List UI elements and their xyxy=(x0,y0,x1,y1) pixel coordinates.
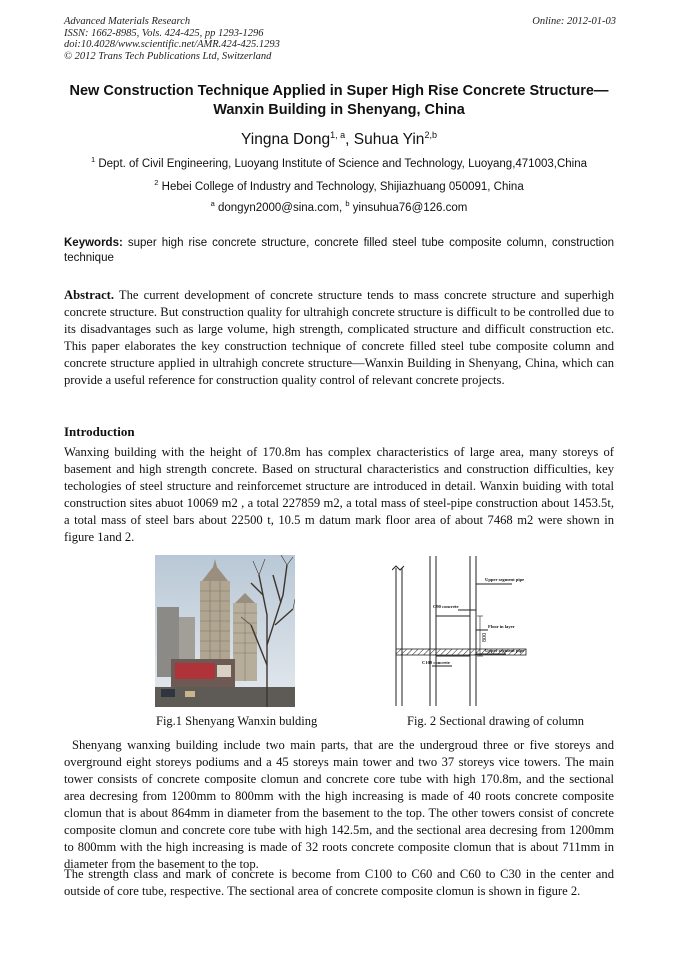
introduction-paragraph-2: Shenyang wanxing building include two main parts, that are the undergroud three or five storeys and overground eight storeys podiums and a 45 storeys main tower and two 37 storeys vice towers. The main tower consists of concrete composite clomun and concrete core tube with high 170.8m, and the sectional area decresing from 1200mm to 800mm with the high increasing is made of 40 roots concrete composite clomun that is about 864mm in diameter from the basement to the top. The other towers consist of concrete composite clomun and concrete core tube with high 142.5m, and the sectional area decresing from 1200mm to 800mm with the high increasing is made of 32 roots concrete composite clomun that is about 711mm in diameter from the basement to the top. xyxy=(64,738,614,871)
abstract xyxy=(64,287,614,389)
paper-title: New Construction Technique Applied in Super High Rise Concrete Structure—Wanxin Building in Shenyang, China xyxy=(69,83,609,118)
label-floor: Floor in layer xyxy=(488,624,515,629)
online-date: Online: 2012-01-03 xyxy=(532,16,616,27)
figure-2-caption: Fig. 2 Sectional drawing of column xyxy=(407,714,585,728)
email-b: yinsuhua76@126.com xyxy=(349,202,468,214)
abstract-label: Abstract. xyxy=(64,288,115,302)
email-line xyxy=(64,201,614,215)
affiliation-2-num: 2 xyxy=(154,178,159,188)
affiliation-1-text: Dept. of Civil Engineering, Luoyang Institute of Science and Technology, Luoyang,471003,China xyxy=(95,158,588,170)
author-2-sup: 2,b xyxy=(424,129,437,140)
keywords-text: super high rise concrete structure, concrete filled steel tube composite column, construction technique xyxy=(64,237,614,264)
label-upper-pipe-bottom: Upper segment pipe xyxy=(485,648,525,653)
affiliation-1-num: 1 xyxy=(90,155,96,165)
abstract-text: The current development of concrete structure tends to mass concrete structure and superhigh concrete structure. But construction quality for ultrahigh concrete structure is difficult to be controlled due to its disadvantages such as large volume, high strength, complicated structure and difficult construction etc. This paper elaborates the key construction technique of concrete filled steel tube composite column and concrete structure applied in ultrahigh concrete structure—Wanxin Building in Shenyang, China, which can provide a useful reference for construction quality control of relevant concrete projects. xyxy=(64,288,614,387)
label-upper-pipe-top: Upper segment pipe xyxy=(485,577,525,582)
introduction-paragraph-1: Wanxing building with the height of 170.8m has complex characteristics of large area, many storeys of basement and high strength concrete. Based on structural characteristics and construction difficulties, key techologies of steel structure and reinforcemet structure are introduced in detail. Wanxin buiding with total construction sites abuot 10069 m2 , a total 227859 m2, a total mass of steel-pipe construction about 1453.5t, a total mass of steel bars about 22500 t, 10.5 m datum mark floor area of about 7468 m2 were shown in figure 1and 2. xyxy=(64,445,614,544)
email-a-sup: a xyxy=(210,199,215,209)
affiliation-2-text: Hebei College of Industry and Technology, Shijiazhuang 050091, China xyxy=(158,181,524,193)
copyright-line: © 2012 Trans Tech Publications Ltd, Switzerland xyxy=(64,50,272,62)
keywords xyxy=(64,236,614,265)
author-2: Suhua Yin xyxy=(353,131,425,148)
journal-name: Advanced Materials Research xyxy=(64,16,191,27)
author-separator: , xyxy=(345,131,354,148)
column-section-drawing xyxy=(392,556,542,706)
label-dimension: 800 xyxy=(482,632,488,642)
author-1: Yingna Dong xyxy=(241,131,331,148)
doi-line: doi:10.4028/www.scientific.net/AMR.424-425.1293 xyxy=(64,39,280,50)
introduction-paragraph-3: The strength class and mark of concrete is become from C100 to C60 and C60 to C30 in the center and outside of core tube, respective. The sectional area of concrete composite clomun is shown in figure 2. xyxy=(64,867,614,898)
figure-1-caption: Fig.1 Shenyang Wanxin bulding xyxy=(156,714,318,728)
label-c90: C90 concrete xyxy=(433,604,459,609)
label-c100: C100 concrete xyxy=(422,660,450,665)
email-b-sup: b xyxy=(345,199,350,209)
issn-line: ISSN: 1662-8985, Vols. 424-425, pp 1293-1296 xyxy=(64,27,264,39)
building-photo xyxy=(155,555,295,707)
affiliation-1 xyxy=(64,157,614,171)
author-1-sup: 1, a xyxy=(330,129,346,140)
affiliation-2 xyxy=(64,180,614,194)
journal-header xyxy=(64,16,616,62)
introduction-heading: Introduction xyxy=(64,424,135,439)
email-a: dongyn2000@sina.com, xyxy=(214,202,346,214)
author-line xyxy=(64,131,614,149)
keywords-label: Keywords: xyxy=(64,237,123,249)
